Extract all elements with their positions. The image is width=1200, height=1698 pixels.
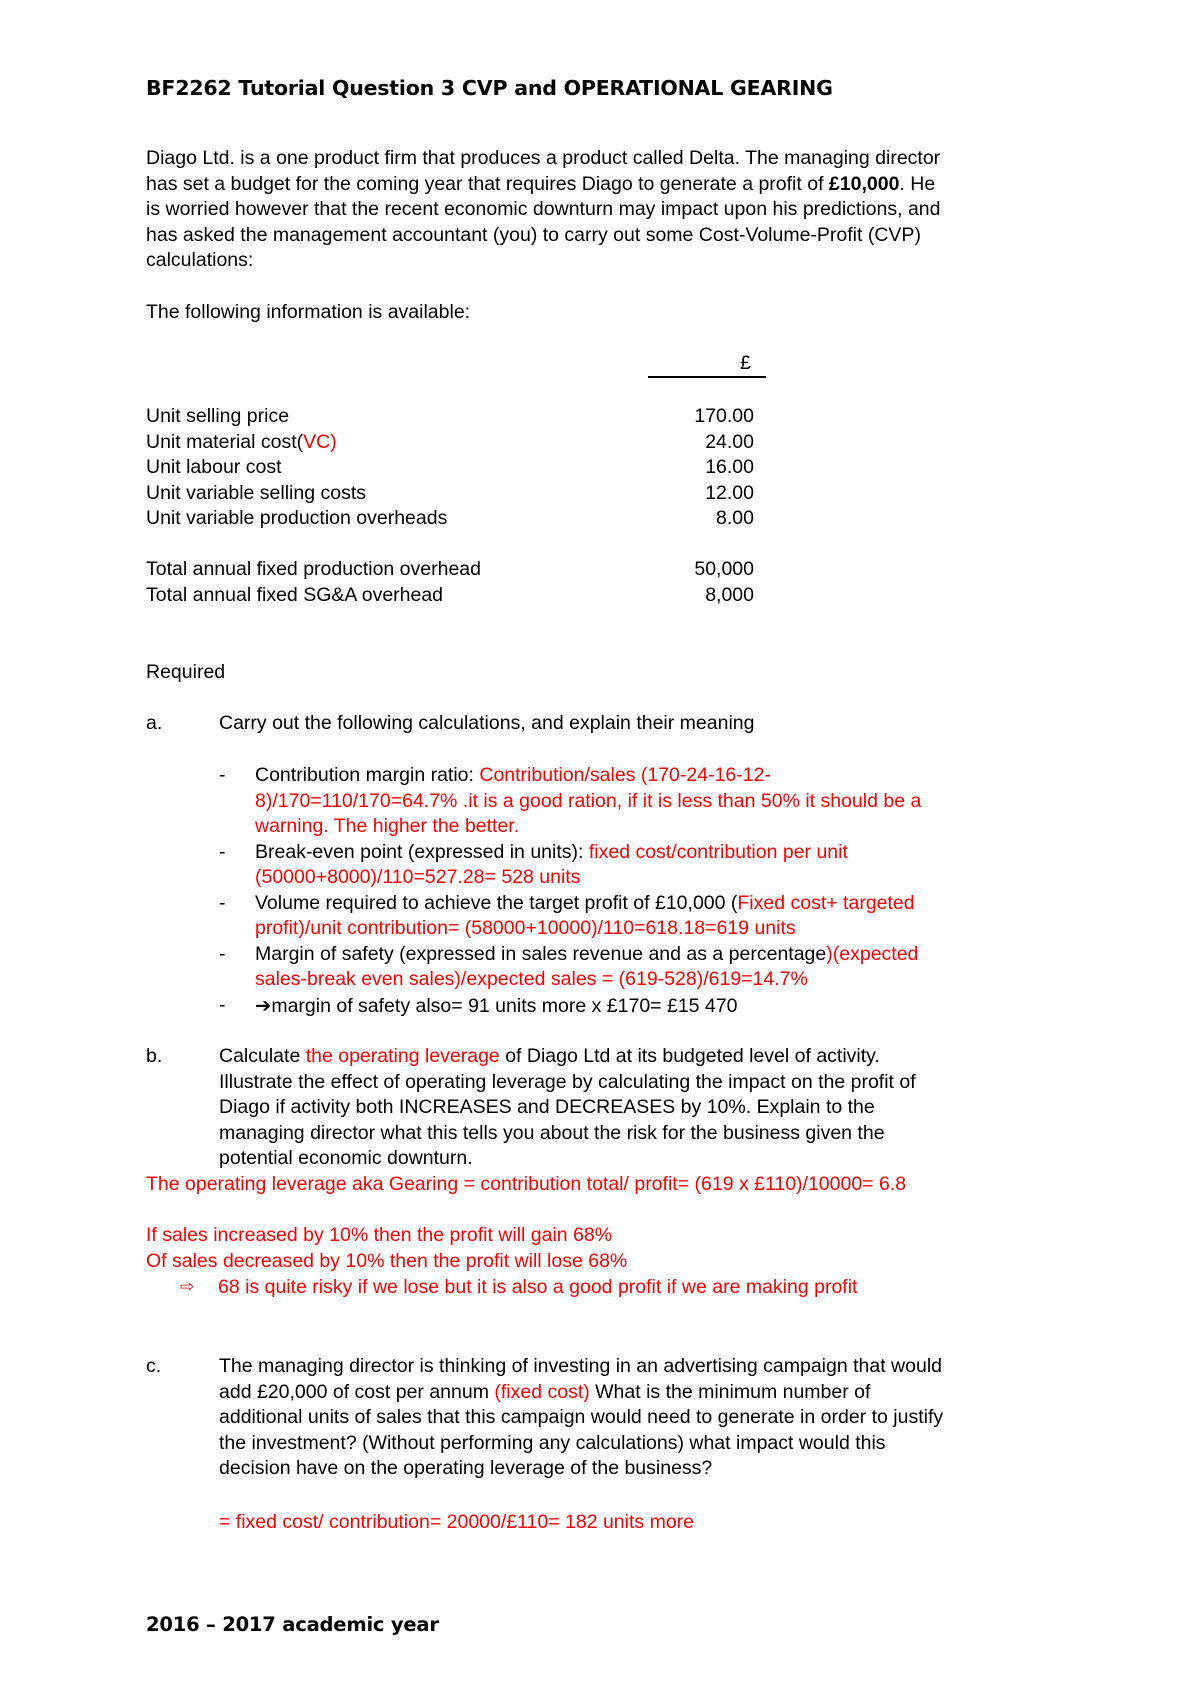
row-value: 50,000 (694, 558, 754, 580)
bullet-text (255, 763, 1039, 840)
answer-gap (146, 1198, 1066, 1224)
answer-line: 68 is quite risky if we lose but it is also a good profit if we are making profit (218, 1276, 858, 1298)
outline-arrow-icon: ⇨ (180, 1277, 195, 1297)
header-underline (648, 376, 766, 378)
bullet-answer: Contribution/sales (170-24-16-12- (479, 764, 771, 786)
dash-bullet: - (219, 942, 226, 965)
intro-line-4: has asked the management accountant (you) to carry out some Cost-Volume-Profit (CVP) (146, 223, 921, 246)
row-value: 12.00 (705, 481, 754, 504)
question-b-line: managing director what this tells you about the risk for the business given the (219, 1121, 885, 1144)
bullet-text (255, 993, 1039, 1020)
list-item (219, 891, 1039, 942)
bullet-answer: profit)/unit contribution= (58000+10000)/110=618.18=619 units (255, 917, 796, 939)
row-label-text: Unit material cost( (146, 430, 304, 453)
question-b-answer (146, 1172, 1066, 1274)
question-a-letter: a. (146, 712, 163, 734)
question-a-text: Carry out the following calculations, and explain their meaning (219, 712, 755, 734)
question-c-line: additional units of sales that this campaign would need to generate in order to justify (219, 1406, 944, 1428)
question-c-line: the investment? (Without performing any calculations) what impact would this (219, 1431, 886, 1454)
row-label (146, 430, 337, 456)
bullet-text (255, 840, 1039, 891)
question-c-line-text: What is the minimum number of (589, 1380, 871, 1403)
intro-line-1: Diago Ltd. is a one product firm that produces a product called Delta. The managing director (146, 147, 941, 169)
table-row (146, 506, 766, 532)
bullet-label: Volume required to achieve the target profit of £10,000 ( (255, 891, 738, 914)
required-label: Required (146, 661, 226, 683)
answer-line: If sales increased by 10% then the profit will gain 68% (146, 1224, 613, 1246)
intro-line-3: is worried however that the recent economic downturn may impact upon his predictions, and (146, 198, 941, 220)
list-item (219, 840, 1039, 891)
table-row (146, 557, 766, 583)
list-item (219, 993, 1039, 1020)
bullet-answer: )(expected (826, 942, 919, 965)
bullet-answer: sales-break even sales)/expected sales = (619-528)/619=14.7% (255, 968, 808, 990)
row-value: 8.00 (716, 507, 754, 529)
target-profit: £10,000 (828, 172, 900, 195)
bullet-answer: 8)/170=110/170=64.7% .it is a good ration, if it is less than 50% it should be a (255, 789, 922, 812)
question-c-letter: c. (146, 1355, 162, 1377)
dash-bullet: - (219, 891, 226, 914)
fixed-cost-annotation: (fixed cost) (494, 1380, 590, 1403)
bullet-label: Contribution margin ratio: (255, 764, 480, 786)
question-c-line-text: add £20,000 of cost per annum (219, 1380, 495, 1403)
row-value: 8,000 (705, 583, 754, 606)
table-row (146, 481, 766, 507)
bullet-text (255, 942, 1039, 993)
intro-line-2 (146, 172, 1066, 198)
bullet-label: Margin of safety (expressed in sales revenue and as a percentage (255, 942, 827, 965)
question-c-line: decision have on the operating leverage of the business? (219, 1457, 713, 1479)
question-b-line-text: Calculate (219, 1045, 306, 1067)
question-b-line: Diago if activity both INCREASES and DECREASES by 10%. Explain to the (219, 1096, 875, 1118)
question-b-conclusion (180, 1275, 857, 1301)
intro-line-2-end: . He (899, 172, 936, 195)
dash-bullet: - (219, 764, 226, 786)
cost-table (146, 404, 766, 608)
row-label: Unit labour cost (146, 456, 282, 478)
arrow-right-icon: ➔ (255, 993, 272, 1017)
table-gap (146, 532, 766, 558)
question-b-line: potential economic downturn. (219, 1147, 473, 1169)
row-label: Total annual fixed SG&A overhead (146, 583, 444, 606)
table-row (146, 455, 766, 481)
bullet-label: margin of safety also= 91 units more x £170= £15 470 (271, 994, 738, 1017)
row-label: Unit selling price (146, 405, 290, 427)
row-value: 170.00 (694, 405, 754, 427)
dash-bullet: - (219, 993, 226, 1016)
bullet-answer: fixed cost/contribution per unit (588, 840, 848, 863)
question-b-text (219, 1044, 1069, 1172)
list-item (219, 763, 1039, 840)
row-label-annotation: VC) (303, 430, 337, 453)
intro-paragraph (146, 146, 1066, 274)
currency-header: £ (740, 352, 751, 374)
intro-line-5: calculations: (146, 249, 254, 271)
question-b-line (219, 1044, 1069, 1070)
bullet-label: Break-even point (expressed in units): (255, 840, 589, 863)
question-c-text (219, 1354, 1069, 1482)
bullet-answer: Fixed cost+ targeted (737, 891, 915, 914)
bullet-answer: warning. The higher the better. (255, 815, 520, 837)
dash-bullet: - (219, 840, 226, 863)
intro-line-2-text: has set a budget for the coming year that requires Diago to generate a profit of (146, 172, 829, 195)
bullet-answer: (50000+8000)/110=527.28= 528 units (255, 866, 581, 888)
table-row (146, 583, 766, 609)
question-c-answer: = fixed cost/ contribution= 20000/£110= 182 units more (219, 1511, 694, 1533)
row-label: Unit variable selling costs (146, 481, 367, 504)
question-b-letter: b. (146, 1045, 163, 1067)
row-label: Unit variable production overheads (146, 507, 448, 529)
table-row (146, 404, 766, 430)
page-title: BF2262 Tutorial Question 3 CVP and OPERATIONAL GEARING (146, 76, 833, 100)
answer-line: Of sales decreased by 10% then the profit will lose 68% (146, 1249, 628, 1272)
question-c-line (219, 1380, 1069, 1406)
question-a-bullets (219, 763, 1039, 1019)
row-value: 24.00 (705, 430, 754, 453)
operating-leverage-highlight: the operating leverage (305, 1045, 500, 1067)
list-item (219, 942, 1039, 993)
row-label: Total annual fixed production overhead (146, 558, 481, 580)
row-value: 16.00 (705, 456, 754, 478)
available-info-text: The following information is available: (146, 301, 471, 323)
question-b-line: Illustrate the effect of operating leverage by calculating the impact on the profit of (219, 1070, 916, 1093)
bullet-text (255, 891, 1039, 942)
question-c-line: The managing director is thinking of investing in an advertising campaign that would (219, 1355, 942, 1377)
question-b-line-text: of Diago Ltd at its budgeted level of activity. (499, 1045, 880, 1067)
footer-academic-year: 2016 – 2017 academic year (146, 1613, 439, 1636)
answer-line: The operating leverage aka Gearing = contribution total/ profit= (619 x £110)/10000= 6.8 (146, 1173, 907, 1195)
table-row (146, 430, 766, 456)
